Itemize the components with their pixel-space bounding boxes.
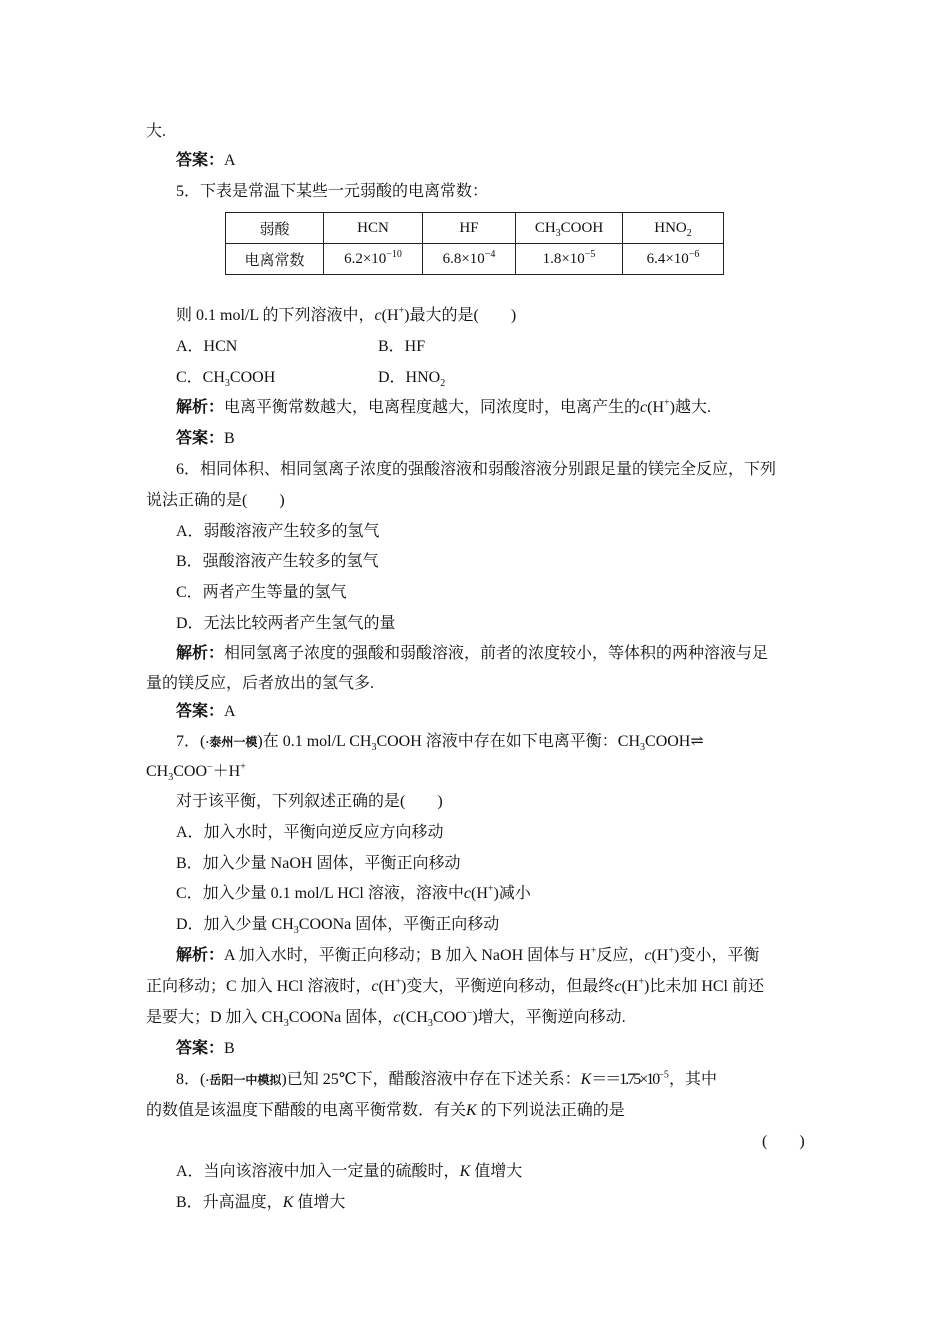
table-row xyxy=(226,244,724,275)
option-b: B．升高温度，K 值增大 xyxy=(176,1194,346,1211)
q6-stem-line1: 6．相同体积、相同氢离子浓度的强酸溶液和弱酸溶液分别跟足量的镁完全反应，下列 xyxy=(176,461,777,478)
q8-stem-line2: 的数值是该温度下醋酸的电离平衡常数．有关K 的下列说法正确的是 xyxy=(146,1102,625,1119)
table-cell: $CH_3COOH$ xyxy=(516,213,623,244)
option-a: A．弱酸溶液产生较多的氢气 xyxy=(176,523,380,540)
option-c: C．加入少量 0.1 mol/L HCl 溶液，溶液中c(H+)减小 xyxy=(176,883,531,902)
table-cell: $6.8\times 10^{-4}$ xyxy=(423,244,516,275)
option-b: B．加入少量 NaOH 固体，平衡正向移动 xyxy=(176,855,461,872)
answer-value: A xyxy=(224,152,236,169)
table-cell: $6.4\times 10^{-6}$ xyxy=(623,244,724,275)
ionization-constant-table xyxy=(225,212,724,275)
q5-question: 则 0.1 mol/L 的下列溶液中，c(H+)最大的是( ) xyxy=(176,305,517,324)
q7-answer: 答案：B xyxy=(176,1040,235,1057)
q7-analysis-line1: 解析：A 加入水时，平衡正向移动；B 加入 NaOH 固体与 H+反应，c(H+)变小，平衡 xyxy=(176,945,760,964)
option-d: D．$HNO_2$ xyxy=(378,369,446,390)
q6-answer: 答案：A xyxy=(176,703,236,720)
table-cell: 弱酸 xyxy=(226,213,324,244)
q5-stem: 5．下表是常温下某些一元弱酸的电离常数： xyxy=(176,183,489,200)
table-cell: HF xyxy=(423,213,516,244)
table-cell: $HNO_2$ xyxy=(623,213,724,244)
table-row xyxy=(226,213,724,244)
option-b: B．HF xyxy=(378,338,426,355)
table-cell: $6.2\times 10^{-10}$ xyxy=(324,244,423,275)
option-a: A．加入水时，平衡向逆反应方向移动 xyxy=(176,824,444,841)
continued-text: 大. xyxy=(146,123,167,140)
q5-answer: 答案：B xyxy=(176,430,235,447)
q7-analysis-line3: 是要大；D 加入 $CH_3COONa$ 固体，$c(CH_3COO^-)$增大，平衡逆向移动. xyxy=(146,1007,626,1030)
answer-label: 答案： xyxy=(176,152,225,169)
q4-answer xyxy=(176,151,236,171)
q6-analysis-line2: 量的镁反应，后者放出的氢气多. xyxy=(146,675,375,692)
option-a: A．当向该溶液中加入一定量的硫酸时，K 值增大 xyxy=(176,1163,523,1180)
equilibrium-arrow: ⇌ xyxy=(690,733,704,750)
q5-analysis: 解析：电离平衡常数越大，电离程度越大，同浓度时，电离产生的c(H+)越大. xyxy=(176,397,712,416)
table-cell: 电离常数 xyxy=(226,244,324,275)
q8-stem-line1: 8．(·岳阳一中模拟)已知 25℃下，醋酸溶液中存在下述关系：$K==1.75\times 10^{-5}$，其中 xyxy=(176,1069,717,1088)
option-b: B．强酸溶液产生较多的氢气 xyxy=(176,553,379,570)
option-c: C．两者产生等量的氢气 xyxy=(176,584,347,601)
q7-stem-line2: $CH_3COO^-+H^+$ xyxy=(146,761,246,784)
q7-analysis-line2: 正向移动；C 加入 HCl 溶液时，c(H+)变大，平衡逆向移动，但最终c(H+)比未加 HCl 前还 xyxy=(146,976,764,995)
option-c: C．$CH_3COOH$ xyxy=(176,369,276,390)
option-a: A．HCN xyxy=(176,338,238,355)
option-d: D．无法比较两者产生氢气的量 xyxy=(176,615,396,632)
option-d: D．加入少量 $CH_3COONa$ 固体，平衡正向移动 xyxy=(176,916,500,937)
q7-stem-line1: 7．(·泰州一模)在 0.1 mol/L $CH_3COOH$ 溶液中存在如下电离平衡：$CH_3COOH\rightleftharpoons$ xyxy=(176,733,704,754)
q7-stem-line3: 对于该平衡，下列叙述正确的是( ) xyxy=(176,793,443,810)
table-cell: HCN xyxy=(324,213,423,244)
answer-bracket: ( ) xyxy=(762,1133,805,1150)
table-cell: $1.8\times 10^{-5}$ xyxy=(516,244,623,275)
q6-analysis-line1: 解析：相同氢离子浓度的强酸和弱酸溶液，前者的浓度较小，等体积的两种溶液与足 xyxy=(176,645,769,662)
q6-stem-line2: 说法正确的是( ) xyxy=(146,492,285,509)
